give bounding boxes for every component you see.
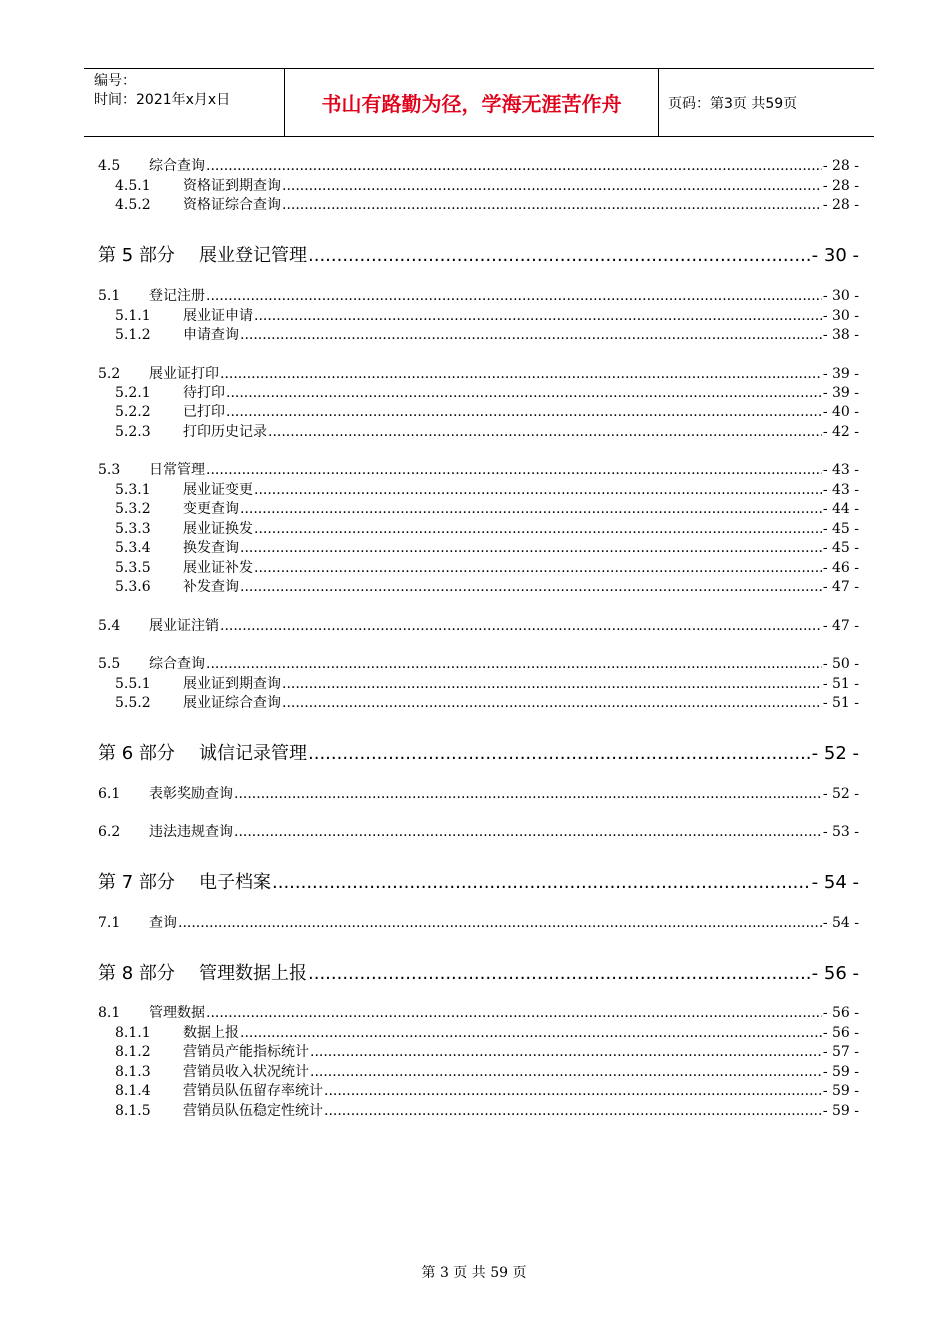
toc-entry-page: - 30 -	[822, 288, 859, 304]
toc-entry-number: 5.3.5	[115, 560, 151, 576]
toc-entry-title: 营销员产能指标统计	[183, 1044, 309, 1060]
toc-entry-title: 展业证打印	[149, 366, 219, 382]
toc-entry-number: 第 8 部分	[98, 963, 175, 984]
toc-entry-title: 表彰奖励查询	[149, 786, 233, 802]
toc-leader-dots	[282, 675, 822, 693]
page-header	[84, 68, 874, 137]
toc-part-entry[interactable]	[98, 871, 859, 895]
toc-subsection-entry[interactable]	[98, 1082, 859, 1100]
toc-entry-number: 8.1.4	[115, 1083, 151, 1099]
toc-section-entry[interactable]	[98, 823, 859, 841]
toc-entry-page: - 51 -	[822, 676, 859, 692]
toc-leader-dots	[254, 307, 822, 325]
toc-entry-number: 4.5.2	[115, 197, 151, 213]
toc-entry-number: 5.3.3	[115, 521, 151, 537]
toc-leader-dots	[226, 403, 822, 421]
toc-entry-number: 8.1.3	[115, 1064, 151, 1080]
toc-entry-number: 4.5.1	[115, 178, 151, 194]
toc-leader-dots	[268, 423, 822, 441]
toc-entry-number: 5.4	[98, 618, 121, 634]
toc-entry-number: 6.2	[98, 824, 121, 840]
toc-leader-dots	[272, 871, 811, 895]
toc-subsection-entry[interactable]	[98, 423, 859, 441]
toc-leader-dots	[308, 742, 811, 766]
toc-entry-number: 5.1.2	[115, 327, 151, 343]
toc-entry-title: 违法违规查询	[149, 824, 233, 840]
toc-leader-dots	[240, 578, 822, 596]
toc-entry-number: 5.2.1	[115, 385, 151, 401]
toc-section-entry[interactable]	[98, 461, 859, 479]
toc-entry-title: 资格证到期查询	[183, 178, 281, 194]
toc-section-entry[interactable]	[98, 287, 859, 305]
toc-entry-number: 8.1.2	[115, 1044, 151, 1060]
toc-entry-page: - 52 -	[822, 786, 859, 802]
toc-leader-dots	[282, 694, 822, 712]
toc-entry-title: 展业证到期查询	[183, 676, 281, 692]
toc-leader-dots	[308, 244, 811, 268]
toc-subsection-entry[interactable]	[98, 675, 859, 693]
toc-leader-dots	[324, 1102, 822, 1120]
toc-section-entry[interactable]	[98, 655, 859, 673]
toc-subsection-entry[interactable]	[98, 384, 859, 402]
toc-entry-title: 营销员收入状况统计	[183, 1064, 309, 1080]
toc-entry-title: 查询	[149, 915, 177, 931]
toc-entry-number: 5.3.1	[115, 482, 151, 498]
toc-entry-page: - 45 -	[822, 521, 859, 537]
toc-leader-dots	[254, 481, 822, 499]
toc-entry-title: 管理数据	[149, 1005, 205, 1021]
toc-entry-page: - 43 -	[822, 462, 859, 478]
toc-section-entry[interactable]	[98, 785, 859, 803]
toc-entry-page: - 45 -	[822, 540, 859, 556]
toc-entry-number: 5.2.2	[115, 404, 151, 420]
toc-entry-page: - 59 -	[822, 1083, 859, 1099]
toc-subsection-entry[interactable]	[98, 539, 859, 557]
toc-entry-title: 补发查询	[183, 579, 239, 595]
toc-entry-title: 管理数据上报	[199, 963, 307, 984]
toc-entry-page: - 56 -	[811, 963, 859, 984]
toc-section-entry[interactable]	[98, 1004, 859, 1022]
toc-entry-title: 打印历史记录	[183, 424, 267, 440]
toc-subsection-entry[interactable]	[98, 196, 859, 214]
toc-entry-title: 展业证换发	[183, 521, 253, 537]
toc-entry-page: - 39 -	[822, 385, 859, 401]
toc-entry-title: 展业证注销	[149, 618, 219, 634]
toc-part-entry[interactable]	[98, 244, 859, 268]
toc-entry-title: 展业证综合查询	[183, 695, 281, 711]
toc-entry-page: - 59 -	[822, 1103, 859, 1119]
toc-part-entry[interactable]	[98, 742, 859, 766]
toc-entry-page: - 57 -	[822, 1044, 859, 1060]
toc-entry-title: 登记注册	[149, 288, 205, 304]
toc-leader-dots	[254, 559, 822, 577]
toc-entry-page: - 30 -	[811, 245, 859, 266]
toc-entry-number: 5.2.3	[115, 424, 151, 440]
toc-entry-number: 5.5.1	[115, 676, 151, 692]
toc-section-entry[interactable]	[98, 914, 859, 932]
toc-entry-page: - 30 -	[822, 308, 859, 324]
toc-entry-page: - 56 -	[822, 1025, 859, 1041]
toc-entry-page: - 51 -	[822, 695, 859, 711]
toc-entry-number: 5.5.2	[115, 695, 151, 711]
toc-entry-title: 已打印	[183, 404, 225, 420]
toc-subsection-entry[interactable]	[98, 481, 859, 499]
toc-leader-dots	[324, 1082, 822, 1100]
toc-leader-dots	[206, 1004, 822, 1022]
toc-entry-page: - 46 -	[822, 560, 859, 576]
toc-entry-page: - 54 -	[811, 872, 859, 893]
toc-entry-title: 变更查询	[183, 501, 239, 517]
toc-subsection-entry[interactable]	[98, 307, 859, 325]
toc-entry-title: 展业证变更	[183, 482, 253, 498]
toc-entry-number: 8.1	[98, 1005, 121, 1021]
toc-entry-page: - 39 -	[822, 366, 859, 382]
toc-entry-title: 展业证补发	[183, 560, 253, 576]
toc-entry-title: 电子档案	[199, 872, 271, 893]
header-motto: 书山有路勤为径，学海无涯苦作舟	[285, 69, 659, 136]
toc-entry-title: 数据上报	[183, 1025, 239, 1041]
toc-leader-dots	[282, 196, 822, 214]
toc-entry-number: 第 7 部分	[98, 872, 175, 893]
toc-entry-number: 第 5 部分	[98, 245, 175, 266]
footer-page-number: 第 3 页 共 59 页	[421, 1265, 527, 1281]
toc-leader-dots	[240, 1024, 822, 1042]
toc-subsection-entry[interactable]	[98, 1024, 859, 1042]
toc-leader-dots	[282, 177, 822, 195]
toc-entry-page: - 42 -	[822, 424, 859, 440]
toc-entry-page: - 28 -	[822, 158, 859, 174]
toc-entry-title: 换发查询	[183, 540, 239, 556]
toc-entry-page: - 38 -	[822, 327, 859, 343]
toc-entry-number: 5.5	[98, 656, 121, 672]
toc-entry-title: 申请查询	[183, 327, 239, 343]
toc-leader-dots	[206, 461, 822, 479]
toc-entry-number: 7.1	[98, 915, 121, 931]
toc-subsection-entry[interactable]	[98, 1063, 859, 1081]
toc-subsection-entry[interactable]	[98, 326, 859, 344]
toc-leader-dots	[220, 617, 822, 635]
header-page-info: 页码：第3页 共59页	[668, 95, 798, 112]
toc-entry-number: 5.1.1	[115, 308, 151, 324]
toc-section-entry[interactable]	[98, 617, 859, 635]
toc-leader-dots	[206, 157, 822, 175]
toc-leader-dots	[206, 655, 822, 673]
toc-leader-dots	[240, 539, 822, 557]
toc-subsection-entry[interactable]	[98, 694, 859, 712]
toc-entry-number: 5.3	[98, 462, 121, 478]
toc-entry-page: - 56 -	[822, 1005, 859, 1021]
toc-entry-number: 8.1.5	[115, 1103, 151, 1119]
toc-entry-number: 8.1.1	[115, 1025, 151, 1041]
toc-entry-page: - 47 -	[822, 618, 859, 634]
time-label: 时间：2021年x月x日	[94, 92, 231, 108]
toc-entry-number: 5.3.2	[115, 501, 151, 517]
toc-subsection-entry[interactable]	[98, 520, 859, 538]
toc-leader-dots	[178, 914, 822, 932]
toc-leader-dots	[310, 1043, 822, 1061]
toc-entry-page: - 50 -	[822, 656, 859, 672]
toc-entry-title: 展业登记管理	[199, 245, 307, 266]
toc-section-entry[interactable]	[98, 365, 859, 383]
toc-subsection-entry[interactable]	[98, 500, 859, 518]
toc-leader-dots	[206, 287, 822, 305]
toc-entry-page: - 43 -	[822, 482, 859, 498]
toc-entry-number: 5.1	[98, 288, 121, 304]
toc-subsection-entry[interactable]	[98, 1043, 859, 1061]
toc-entry-title: 综合查询	[149, 656, 205, 672]
toc-entry-page: - 52 -	[811, 743, 859, 764]
toc-entry-page: - 28 -	[822, 178, 859, 194]
toc-entry-number: 4.5	[98, 158, 121, 174]
toc-leader-dots	[220, 365, 822, 383]
toc-subsection-entry[interactable]	[98, 559, 859, 577]
toc-entry-title: 综合查询	[149, 158, 205, 174]
header-meta	[84, 69, 285, 136]
toc-entry-title: 展业证申请	[183, 308, 253, 324]
toc-leader-dots	[234, 785, 822, 803]
toc-entry-page: - 54 -	[822, 915, 859, 931]
toc-entry-title: 诚信记录管理	[199, 743, 307, 764]
toc-entry-number: 5.3.6	[115, 579, 151, 595]
toc-entry-page: - 47 -	[822, 579, 859, 595]
toc-entry-title: 资格证综合查询	[183, 197, 281, 213]
toc-subsection-entry[interactable]	[98, 1102, 859, 1120]
toc-entry-page: - 53 -	[822, 824, 859, 840]
toc-leader-dots	[308, 962, 811, 986]
toc-entry-number: 6.1	[98, 786, 121, 802]
toc-entry-number: 第 6 部分	[98, 743, 175, 764]
toc-subsection-entry[interactable]	[98, 177, 859, 195]
toc-entry-title: 营销员队伍留存率统计	[183, 1083, 323, 1099]
toc-leader-dots	[234, 823, 822, 841]
toc-entry-page: - 40 -	[822, 404, 859, 420]
toc-entry-number: 5.2	[98, 366, 121, 382]
toc-entry-page: - 59 -	[822, 1064, 859, 1080]
toc-leader-dots	[254, 520, 822, 538]
page-footer	[0, 1262, 950, 1282]
toc-part-entry[interactable]	[98, 962, 859, 986]
toc-leader-dots	[240, 500, 822, 518]
toc-subsection-entry[interactable]	[98, 403, 859, 421]
toc-entry-number: 5.3.4	[115, 540, 151, 556]
toc-entry-title: 营销员队伍稳定性统计	[183, 1103, 323, 1119]
toc-entry-title: 日常管理	[149, 462, 205, 478]
toc-subsection-entry[interactable]	[98, 578, 859, 596]
number-label: 编号：	[94, 73, 136, 89]
toc-entry-page: - 28 -	[822, 197, 859, 213]
toc-leader-dots	[240, 326, 822, 344]
toc-entry-title: 待打印	[183, 385, 225, 401]
toc-leader-dots	[310, 1063, 822, 1081]
toc-section-entry[interactable]	[98, 157, 859, 175]
toc-entry-page: - 44 -	[822, 501, 859, 517]
toc-leader-dots	[226, 384, 822, 402]
